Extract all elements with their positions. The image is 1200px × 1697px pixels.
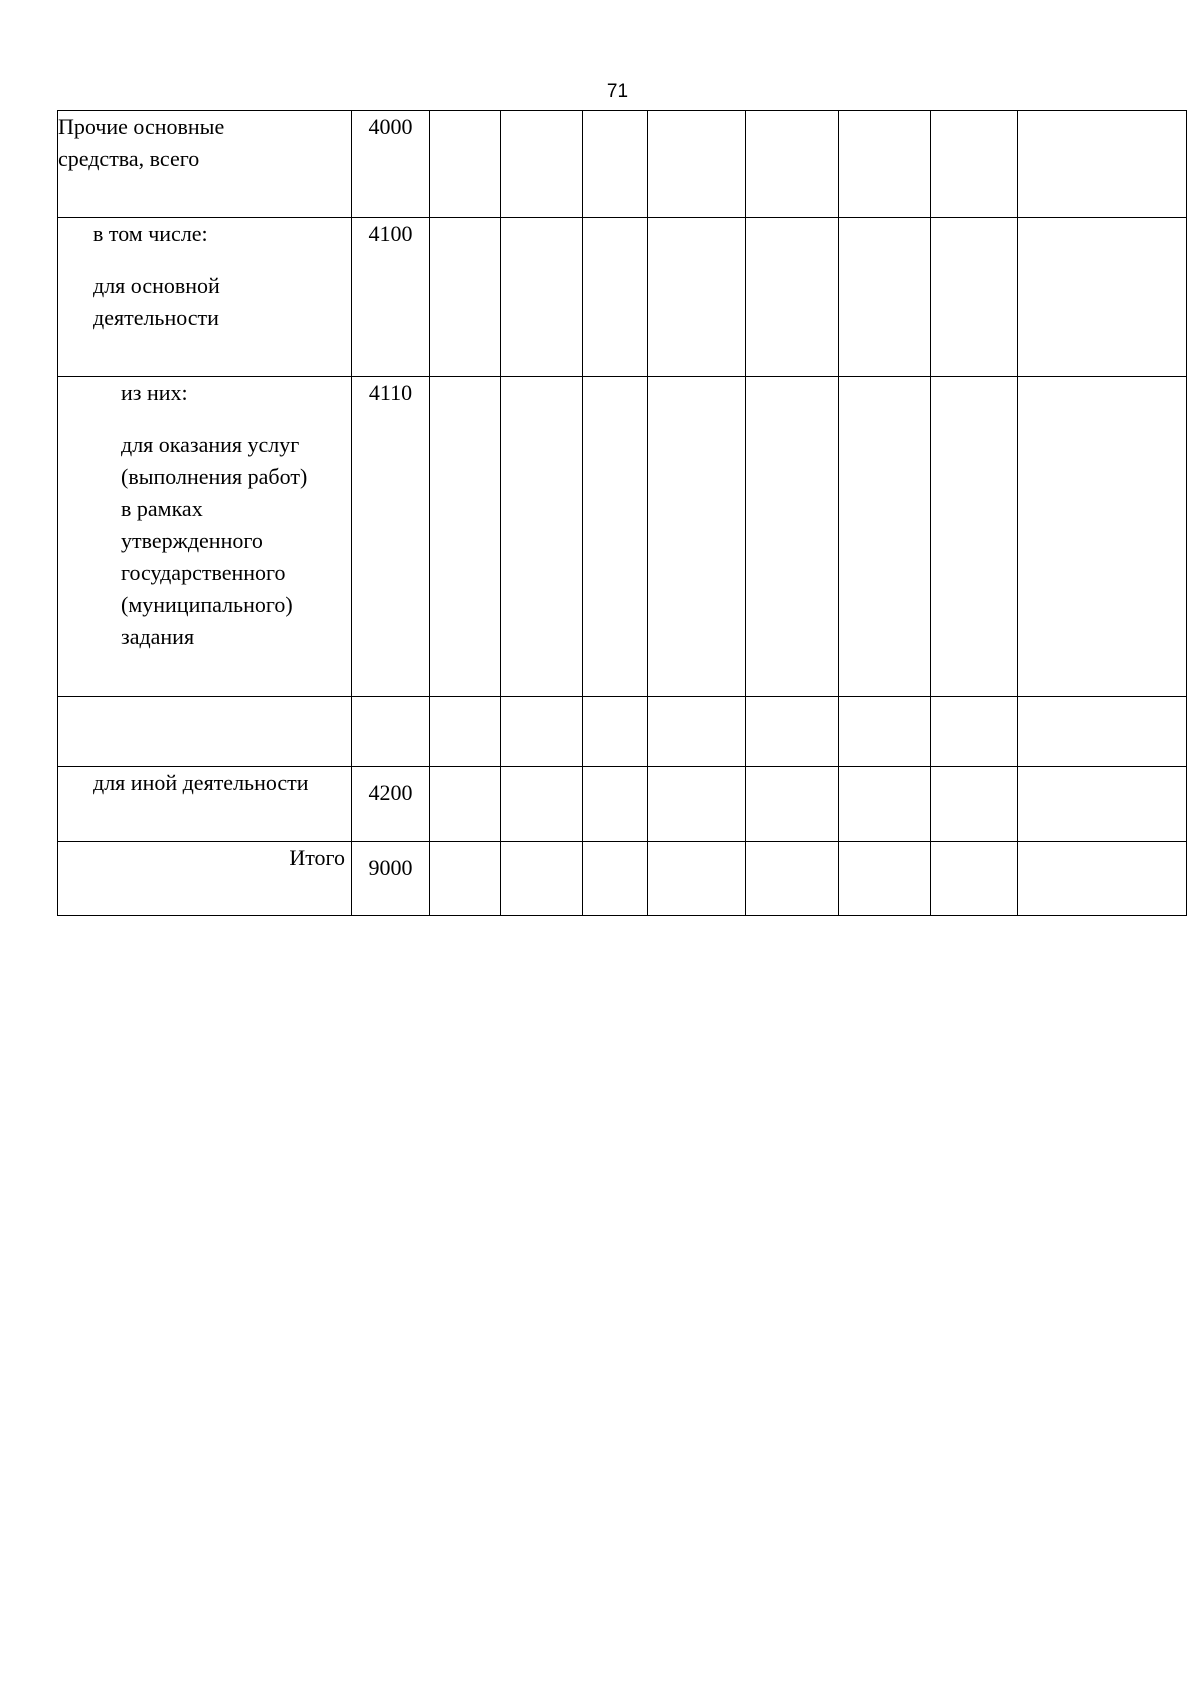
row-label-line: для иной деятельности	[93, 770, 309, 795]
table-cell	[746, 111, 839, 218]
row-label-line: для оказания услуг	[121, 432, 300, 457]
table-cell	[648, 767, 746, 842]
row-label-line: задания	[121, 624, 195, 649]
row-label-line: Итого	[289, 845, 345, 870]
table-cell	[1018, 111, 1187, 218]
page-number: 71	[606, 81, 629, 102]
row-label	[58, 377, 352, 697]
table-cell	[583, 842, 648, 916]
table-row	[58, 377, 1187, 697]
table-cell	[501, 111, 583, 218]
table-cell	[501, 377, 583, 697]
row-label-line: (выполнения работ)	[121, 464, 308, 489]
row-label	[58, 842, 352, 916]
table-cell	[746, 697, 839, 767]
table-cell	[839, 697, 931, 767]
table-cell	[583, 218, 648, 377]
row-code: 9000	[352, 842, 430, 916]
table-cell	[931, 697, 1018, 767]
table-cell	[746, 842, 839, 916]
table-cell	[931, 377, 1018, 697]
table-cell	[1018, 842, 1187, 916]
table-cell	[583, 767, 648, 842]
table-cell	[931, 842, 1018, 916]
row-label-line: Прочие основные	[58, 114, 225, 139]
table-cell	[1018, 218, 1187, 377]
table-cell	[648, 218, 746, 377]
table-cell	[430, 218, 501, 377]
row-label-line: в рамках	[121, 496, 203, 521]
table-cell	[1018, 767, 1187, 842]
table-cell	[583, 697, 648, 767]
row-label-line: деятельности	[93, 305, 219, 330]
table-cell	[839, 842, 931, 916]
table-cell	[430, 111, 501, 218]
table-cell	[430, 697, 501, 767]
table-cell	[839, 767, 931, 842]
fixed-assets-table	[57, 110, 1187, 916]
table-cell	[931, 767, 1018, 842]
table-cell	[58, 697, 352, 767]
table-cell	[839, 111, 931, 218]
table-cell	[583, 377, 648, 697]
row-label	[58, 767, 352, 842]
table-row	[58, 842, 1187, 916]
table-cell	[648, 377, 746, 697]
table-cell	[430, 377, 501, 697]
table-cell	[501, 218, 583, 377]
table-cell	[430, 767, 501, 842]
table-row	[58, 767, 1187, 842]
table-cell	[430, 842, 501, 916]
table-row	[58, 111, 1187, 218]
row-label	[58, 218, 352, 377]
table-cell	[501, 767, 583, 842]
table-cell	[746, 377, 839, 697]
row-label	[58, 111, 352, 218]
table-cell	[352, 697, 430, 767]
table-cell	[839, 377, 931, 697]
row-code: 4100	[352, 218, 430, 377]
table-cell	[1018, 697, 1187, 767]
row-code: 4000	[352, 111, 430, 218]
row-code: 4110	[352, 377, 430, 697]
table-cell	[648, 111, 746, 218]
table-cell	[648, 697, 746, 767]
table-cell	[931, 111, 1018, 218]
row-label-line: государственного	[121, 560, 286, 585]
row-group-header: из них:	[121, 380, 188, 405]
table-cell	[746, 767, 839, 842]
row-group-header: в том числе:	[93, 221, 208, 246]
table-cell	[1018, 377, 1187, 697]
table-cell	[501, 842, 583, 916]
row-code: 4200	[352, 767, 430, 842]
table-row	[58, 218, 1187, 377]
row-label-line: для основной	[93, 273, 220, 298]
table-cell	[839, 218, 931, 377]
row-label-line: средства, всего	[58, 146, 200, 171]
row-label-line: (муниципального)	[121, 592, 293, 617]
table-cell	[648, 842, 746, 916]
table-cell	[931, 218, 1018, 377]
table-row	[58, 697, 1187, 767]
table-cell	[746, 218, 839, 377]
table-cell	[501, 697, 583, 767]
table-cell	[583, 111, 648, 218]
row-label-line: утвержденного	[121, 528, 263, 553]
